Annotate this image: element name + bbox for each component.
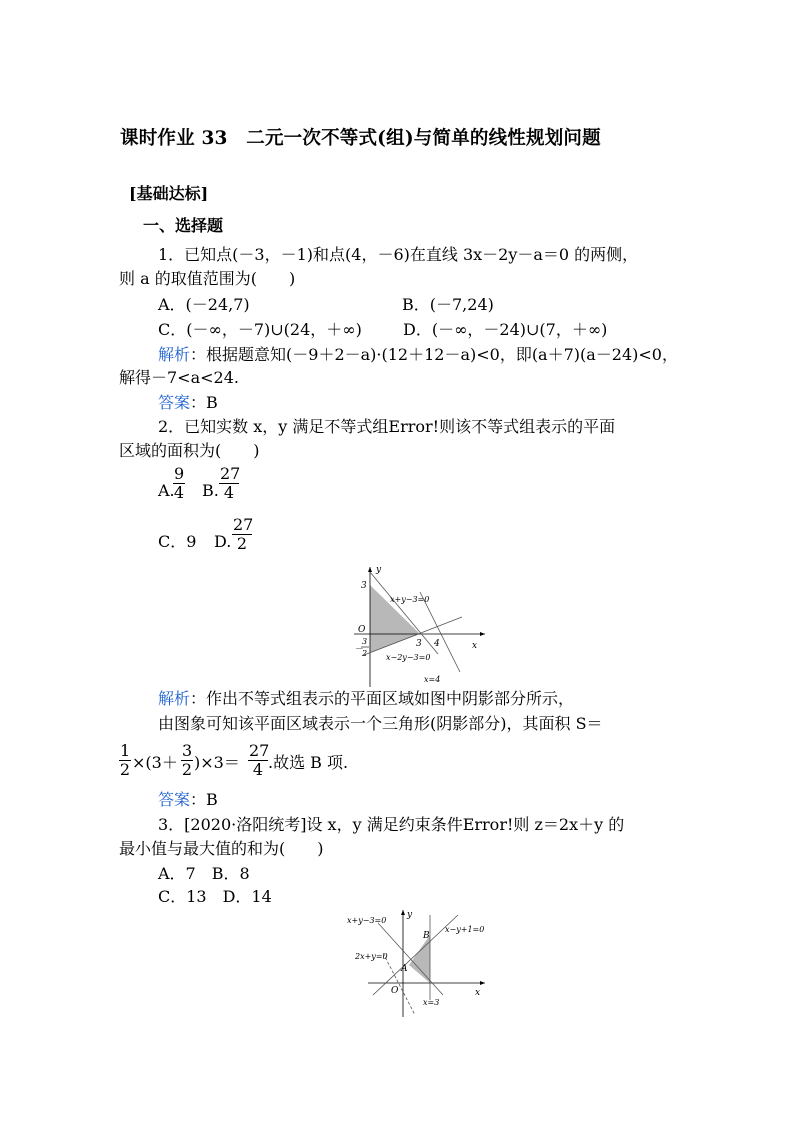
q2-label-x: x [472, 641, 478, 651]
q3-line-x-plus-y [378, 923, 443, 995]
q3-options-ab: A．7 B．8 [158, 864, 250, 883]
q3-label-origin: O [391, 986, 399, 996]
q2-analysis-line2: 由图象可知该平面区域表示一个三角形(阴影部分)，其面积 S＝ [158, 714, 603, 733]
q2-option-b-num: 27 [220, 464, 241, 483]
q1-stem-line1: 1．已知点(－3，－1)和点(4，－6)在直线 3x－2y－a＝0 的两侧， [158, 245, 639, 264]
q3-stem-line1: 3．[2020·洛阳统考]设 x，y 满足约束条件Error!则 z＝2x＋y 的 [158, 815, 625, 834]
q1-analysis-line1 [158, 344, 678, 366]
q3-x-axis-arrow [480, 981, 485, 985]
q2-option-a-den: 4 [173, 483, 185, 502]
q3-label-line1: x+y−3=0 [347, 916, 387, 925]
q2-label-line2: x−2y−3=0 [386, 653, 431, 662]
q1-analysis-label: 解析 [158, 345, 191, 364]
q1-analysis-text1: ：根据题意知(－9＋2－a)·(12＋12－a)<0，即(a＋7)(a－24)<0， [190, 345, 678, 364]
q2-label-3y: 3 [361, 581, 367, 591]
q2-option-c: C．9 [158, 532, 197, 551]
q1-answer [158, 392, 218, 414]
q2-expr-frac1-den: 2 [119, 760, 131, 779]
q2-expr-frac1-num: 1 [120, 741, 131, 760]
q2-label-y: y [376, 565, 382, 575]
q1-option-a: A．(－24,7) [158, 295, 250, 314]
q2-label-line1: x+y−3=0 [390, 595, 430, 604]
q2-label-neg-num: 3 [362, 637, 368, 646]
q2-figure [350, 562, 490, 692]
q1-option-c: C．(－∞，－7)∪(24，＋∞) [158, 320, 362, 339]
q2-expr-frac3-num: 27 [249, 741, 270, 760]
q2-option-a-prefix: A. [158, 481, 175, 500]
q2-label-line3: x=4 [424, 675, 441, 684]
q2-answer [158, 789, 218, 811]
q2-analysis-text1: ：作出不等式组表示的平面区域如图中阴影部分所示， [190, 689, 575, 708]
q2-expr-frac1 [119, 742, 131, 779]
q2-label-origin: O [358, 625, 366, 635]
q1-answer-value: ：B [190, 393, 218, 412]
q2-option-b-den: 4 [223, 483, 235, 502]
q3-figure [343, 905, 493, 1020]
q3-options-cd: C．13 D．14 [158, 887, 272, 906]
q1-answer-label: 答案 [158, 393, 191, 412]
q3-label-x: x [475, 988, 481, 998]
part-heading: 一、选择题 [143, 216, 224, 235]
q3-label-y: y [407, 910, 413, 920]
q2-stem-line2: 区域的面积为( ) [119, 441, 260, 460]
q3-stem-line2: 最小值与最大值的和为( ) [119, 839, 324, 858]
q2-option-a-num: 9 [174, 464, 185, 483]
q2-analysis-label: 解析 [158, 689, 191, 708]
q2-expr-mid1: ×(3＋ [132, 753, 178, 772]
q3-line-2x-plus-y [383, 953, 415, 1015]
q2-option-d-fraction [232, 516, 252, 553]
q2-answer-value: ：B [190, 790, 218, 809]
q2-option-a-fraction [173, 465, 185, 502]
q2-analysis-line1 [158, 688, 574, 710]
q3-label-a: A [401, 964, 408, 974]
q2-label-neg: － [354, 645, 364, 655]
q3-y-axis-arrow [401, 910, 405, 915]
q2-option-d-prefix: D. [214, 532, 232, 551]
q1-stem-line2: 则 a 的取值范围为( ) [119, 269, 296, 288]
section-heading: [基础达标] [129, 184, 209, 203]
q2-expr-mid2: )×3＝ [194, 753, 240, 772]
q3-label-line4: x=3 [423, 998, 440, 1007]
q2-option-b-prefix: B. [202, 481, 219, 500]
q1-option-b: B．(－7,24) [402, 295, 494, 314]
q2-y-axis-arrow [368, 567, 372, 572]
q2-answer-label: 答案 [158, 790, 191, 809]
q2-option-d-den: 2 [236, 534, 248, 553]
q2-stem-line1: 2．已知实数 x，y 满足不等式组Error!则该不等式组表示的平面 [158, 417, 616, 436]
q3-label-b: B [423, 931, 430, 941]
q2-label-4: 4 [434, 639, 440, 649]
q2-option-d-num: 27 [233, 515, 254, 534]
q1-option-d: D．(－∞，－24)∪(7，＋∞) [403, 320, 608, 339]
q2-expr-frac3-den: 4 [252, 760, 264, 779]
q2-expr-frac3 [248, 742, 268, 779]
q2-option-b-fraction [219, 465, 239, 502]
q2-label-3x: 3 [416, 639, 422, 649]
q2-label-neg-den: 2 [362, 649, 368, 658]
q2-expr-end: .故选 B 项. [268, 753, 349, 772]
page-title: 课时作业 33 二元一次不等式(组)与简单的线性规划问题 [120, 128, 601, 149]
q3-label-line3: 2x+y=0 [355, 952, 388, 961]
q3-label-line2: x−y+1=0 [445, 925, 485, 934]
q3-shaded-region [409, 935, 430, 983]
q2-expr-frac2-num: 3 [182, 741, 193, 760]
q2-x-axis-arrow [480, 632, 485, 636]
q2-expr-frac2 [181, 742, 193, 779]
q1-analysis-line2: 解得－7<a<24. [119, 368, 239, 387]
q2-expr-frac2-den: 2 [181, 760, 193, 779]
